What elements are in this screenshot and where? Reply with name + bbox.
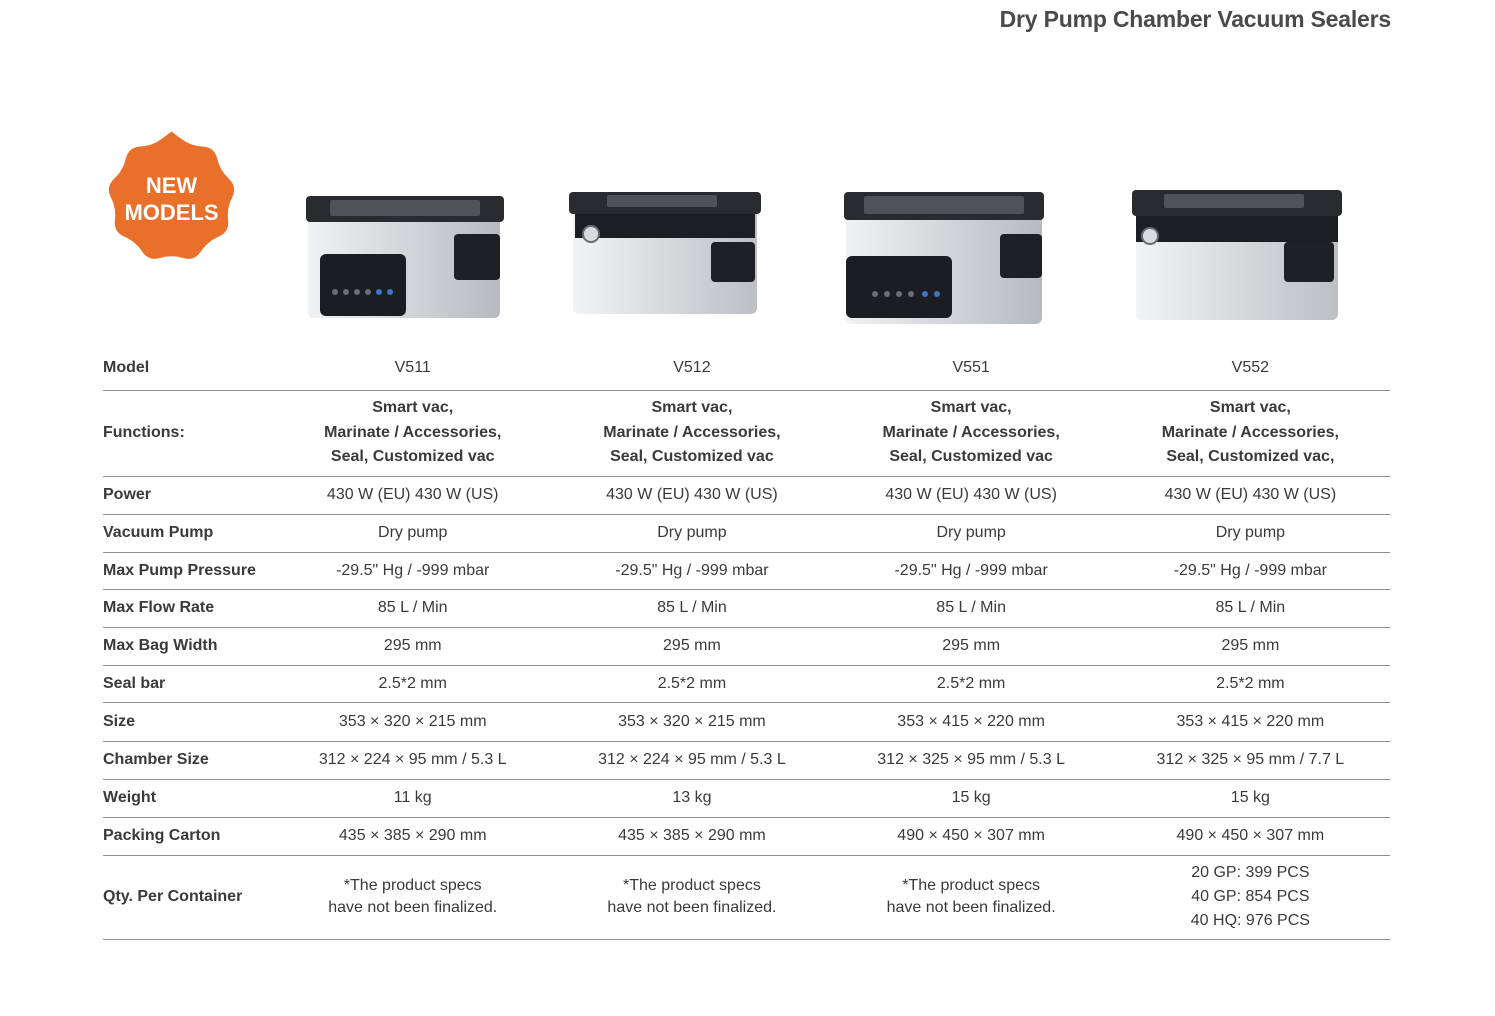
cell-value: 15 kg — [1230, 789, 1270, 806]
cell-value: -29.5" Hg / -999 mbar — [336, 561, 490, 579]
row-label: Functions: — [103, 424, 185, 441]
cell-value: Dry pump — [657, 524, 727, 541]
cell-value: 312 × 325 × 95 mm / 5.3 L — [877, 751, 1065, 768]
cell-line: *The product specs — [343, 877, 482, 894]
cell-line: *The product specs — [623, 877, 761, 894]
cell-value: 430 W (EU) 430 W (US) — [326, 486, 499, 503]
cell-line: Smart vac, — [1209, 399, 1291, 417]
cell-value: 312 × 224 × 95 mm / 5.3 L — [598, 751, 786, 768]
row-label: Max Pump Pressure — [103, 561, 256, 579]
cell-line: have not been finalized. — [886, 899, 1056, 916]
cell-value: 490 × 450 × 307 mm — [1176, 827, 1325, 844]
cell-line: Seal, Customized vac — [610, 448, 774, 466]
cell-value: 295 mm — [1221, 637, 1280, 654]
cell-value: 353 × 415 × 220 mm — [1176, 712, 1325, 730]
cell-value: -29.5" Hg / -999 mbar — [615, 561, 769, 579]
cell-value: V511 — [394, 358, 431, 376]
cell-line: Marinate / Accessories, — [324, 423, 502, 441]
row-label: Size — [103, 712, 136, 730]
cell-line: Smart vac, — [930, 399, 1012, 417]
spec-row — [103, 476, 1390, 514]
spec-row — [103, 514, 1390, 552]
row-label: Qty. Per Container — [103, 888, 243, 905]
cell-value — [273, 390, 552, 476]
cell-value: 312 × 224 × 95 mm / 5.3 L — [318, 751, 507, 768]
cell-value — [552, 390, 831, 476]
product-image-v512 — [565, 186, 775, 336]
row-label: Power — [103, 486, 152, 503]
cell-value: 85 L / Min — [657, 599, 727, 616]
cell-value: Dry pump — [1215, 524, 1286, 541]
cell-line: Seal, Customized vac — [889, 448, 1053, 466]
cell-line: Marinate / Accessories, — [1161, 423, 1339, 441]
cell-value: 430 W (EU) 430 W (US) — [1164, 486, 1337, 503]
cell-value — [832, 855, 1111, 939]
spec-table — [103, 346, 1390, 940]
cell-value: 353 × 320 × 215 mm — [618, 712, 766, 730]
cell-value: Dry pump — [378, 524, 448, 541]
cell-value: 13 kg — [672, 789, 712, 806]
cell-value: 2.5*2 mm — [936, 674, 1006, 692]
spec-row — [103, 817, 1390, 855]
row-label: Seal bar — [103, 674, 166, 692]
product-image-v552 — [1128, 184, 1338, 334]
cell-line: have not been finalized. — [328, 899, 498, 916]
spec-row — [103, 702, 1390, 741]
cell-value: 2.5*2 mm — [657, 674, 727, 692]
cell-line: 40 GP: 854 PCS — [1191, 888, 1310, 905]
cell-value: 435 × 385 × 290 mm — [618, 827, 766, 844]
cell-value: 430 W (EU) 430 W (US) — [606, 486, 778, 503]
spec-row — [103, 346, 1390, 390]
spec-row — [103, 741, 1390, 779]
cell-line: Smart vac, — [651, 399, 733, 417]
new-models-badge — [104, 131, 239, 266]
cell-value: 85 L / Min — [936, 599, 1006, 616]
cell-value: 435 × 385 × 290 mm — [338, 827, 487, 844]
spec-row — [103, 627, 1390, 665]
cell-line: have not been finalized. — [607, 899, 777, 916]
product-image-v551 — [840, 182, 1050, 332]
cell-value: V552 — [1231, 358, 1270, 376]
row-label: Vacuum Pump — [103, 524, 214, 541]
cell-value — [273, 855, 552, 939]
spec-row — [103, 665, 1390, 702]
cell-value: 2.5*2 mm — [1216, 674, 1285, 692]
cell-value — [552, 855, 831, 939]
page-title: Dry Pump Chamber Vacuum Sealers — [999, 6, 1391, 32]
cell-line: 20 GP: 399 PCS — [1191, 864, 1310, 881]
cell-value: Dry pump — [936, 524, 1006, 541]
cell-line: Seal, Customized vac — [330, 448, 495, 466]
row-label: Model — [103, 358, 150, 376]
row-label: Chamber Size — [103, 751, 209, 768]
cell-value: 11 kg — [393, 789, 432, 806]
row-label: Max Bag Width — [103, 637, 218, 654]
cell-value — [1111, 390, 1390, 476]
cell-value: 15 kg — [951, 789, 991, 806]
product-image-v511 — [300, 186, 510, 336]
cell-line: 40 HQ: 976 PCS — [1190, 912, 1310, 929]
cell-value: 295 mm — [663, 637, 721, 654]
spec-row — [103, 589, 1390, 627]
row-label: Max Flow Rate — [103, 599, 215, 616]
cell-value: 312 × 325 × 95 mm / 7.7 L — [1156, 751, 1345, 768]
cell-value — [1111, 855, 1390, 939]
cell-line: Marinate / Accessories, — [603, 423, 781, 441]
cell-value: V551 — [952, 358, 990, 376]
row-label: Packing Carton — [103, 827, 221, 844]
cell-line: Smart vac, — [372, 399, 454, 417]
spec-row — [103, 390, 1390, 476]
spec-row — [103, 779, 1390, 817]
spec-row — [103, 855, 1390, 939]
cell-value: 490 × 450 × 307 mm — [897, 827, 1045, 844]
cell-line: Marinate / Accessories, — [882, 423, 1060, 441]
cell-value: 85 L / Min — [377, 599, 448, 616]
cell-value: 353 × 415 × 220 mm — [897, 712, 1045, 730]
cell-line: Seal, Customized vac, — [1166, 448, 1335, 466]
cell-value: 2.5*2 mm — [378, 674, 447, 692]
cell-value: 295 mm — [942, 637, 1001, 654]
row-label: Weight — [103, 789, 157, 806]
cell-value: 295 mm — [383, 637, 442, 654]
cell-line: *The product specs — [902, 877, 1041, 894]
cell-value: V512 — [673, 358, 711, 376]
cell-value: -29.5" Hg / -999 mbar — [894, 561, 1048, 579]
cell-value — [832, 390, 1111, 476]
cell-value: 353 × 320 × 215 mm — [338, 712, 487, 730]
cell-value: -29.5" Hg / -999 mbar — [1173, 561, 1328, 579]
cell-value: 85 L / Min — [1215, 599, 1286, 616]
badge-line-2: MODELS — [124, 199, 219, 225]
cell-value: 430 W (EU) 430 W (US) — [885, 486, 1057, 503]
spec-row — [103, 552, 1390, 589]
badge-line-1: NEW — [145, 172, 198, 198]
